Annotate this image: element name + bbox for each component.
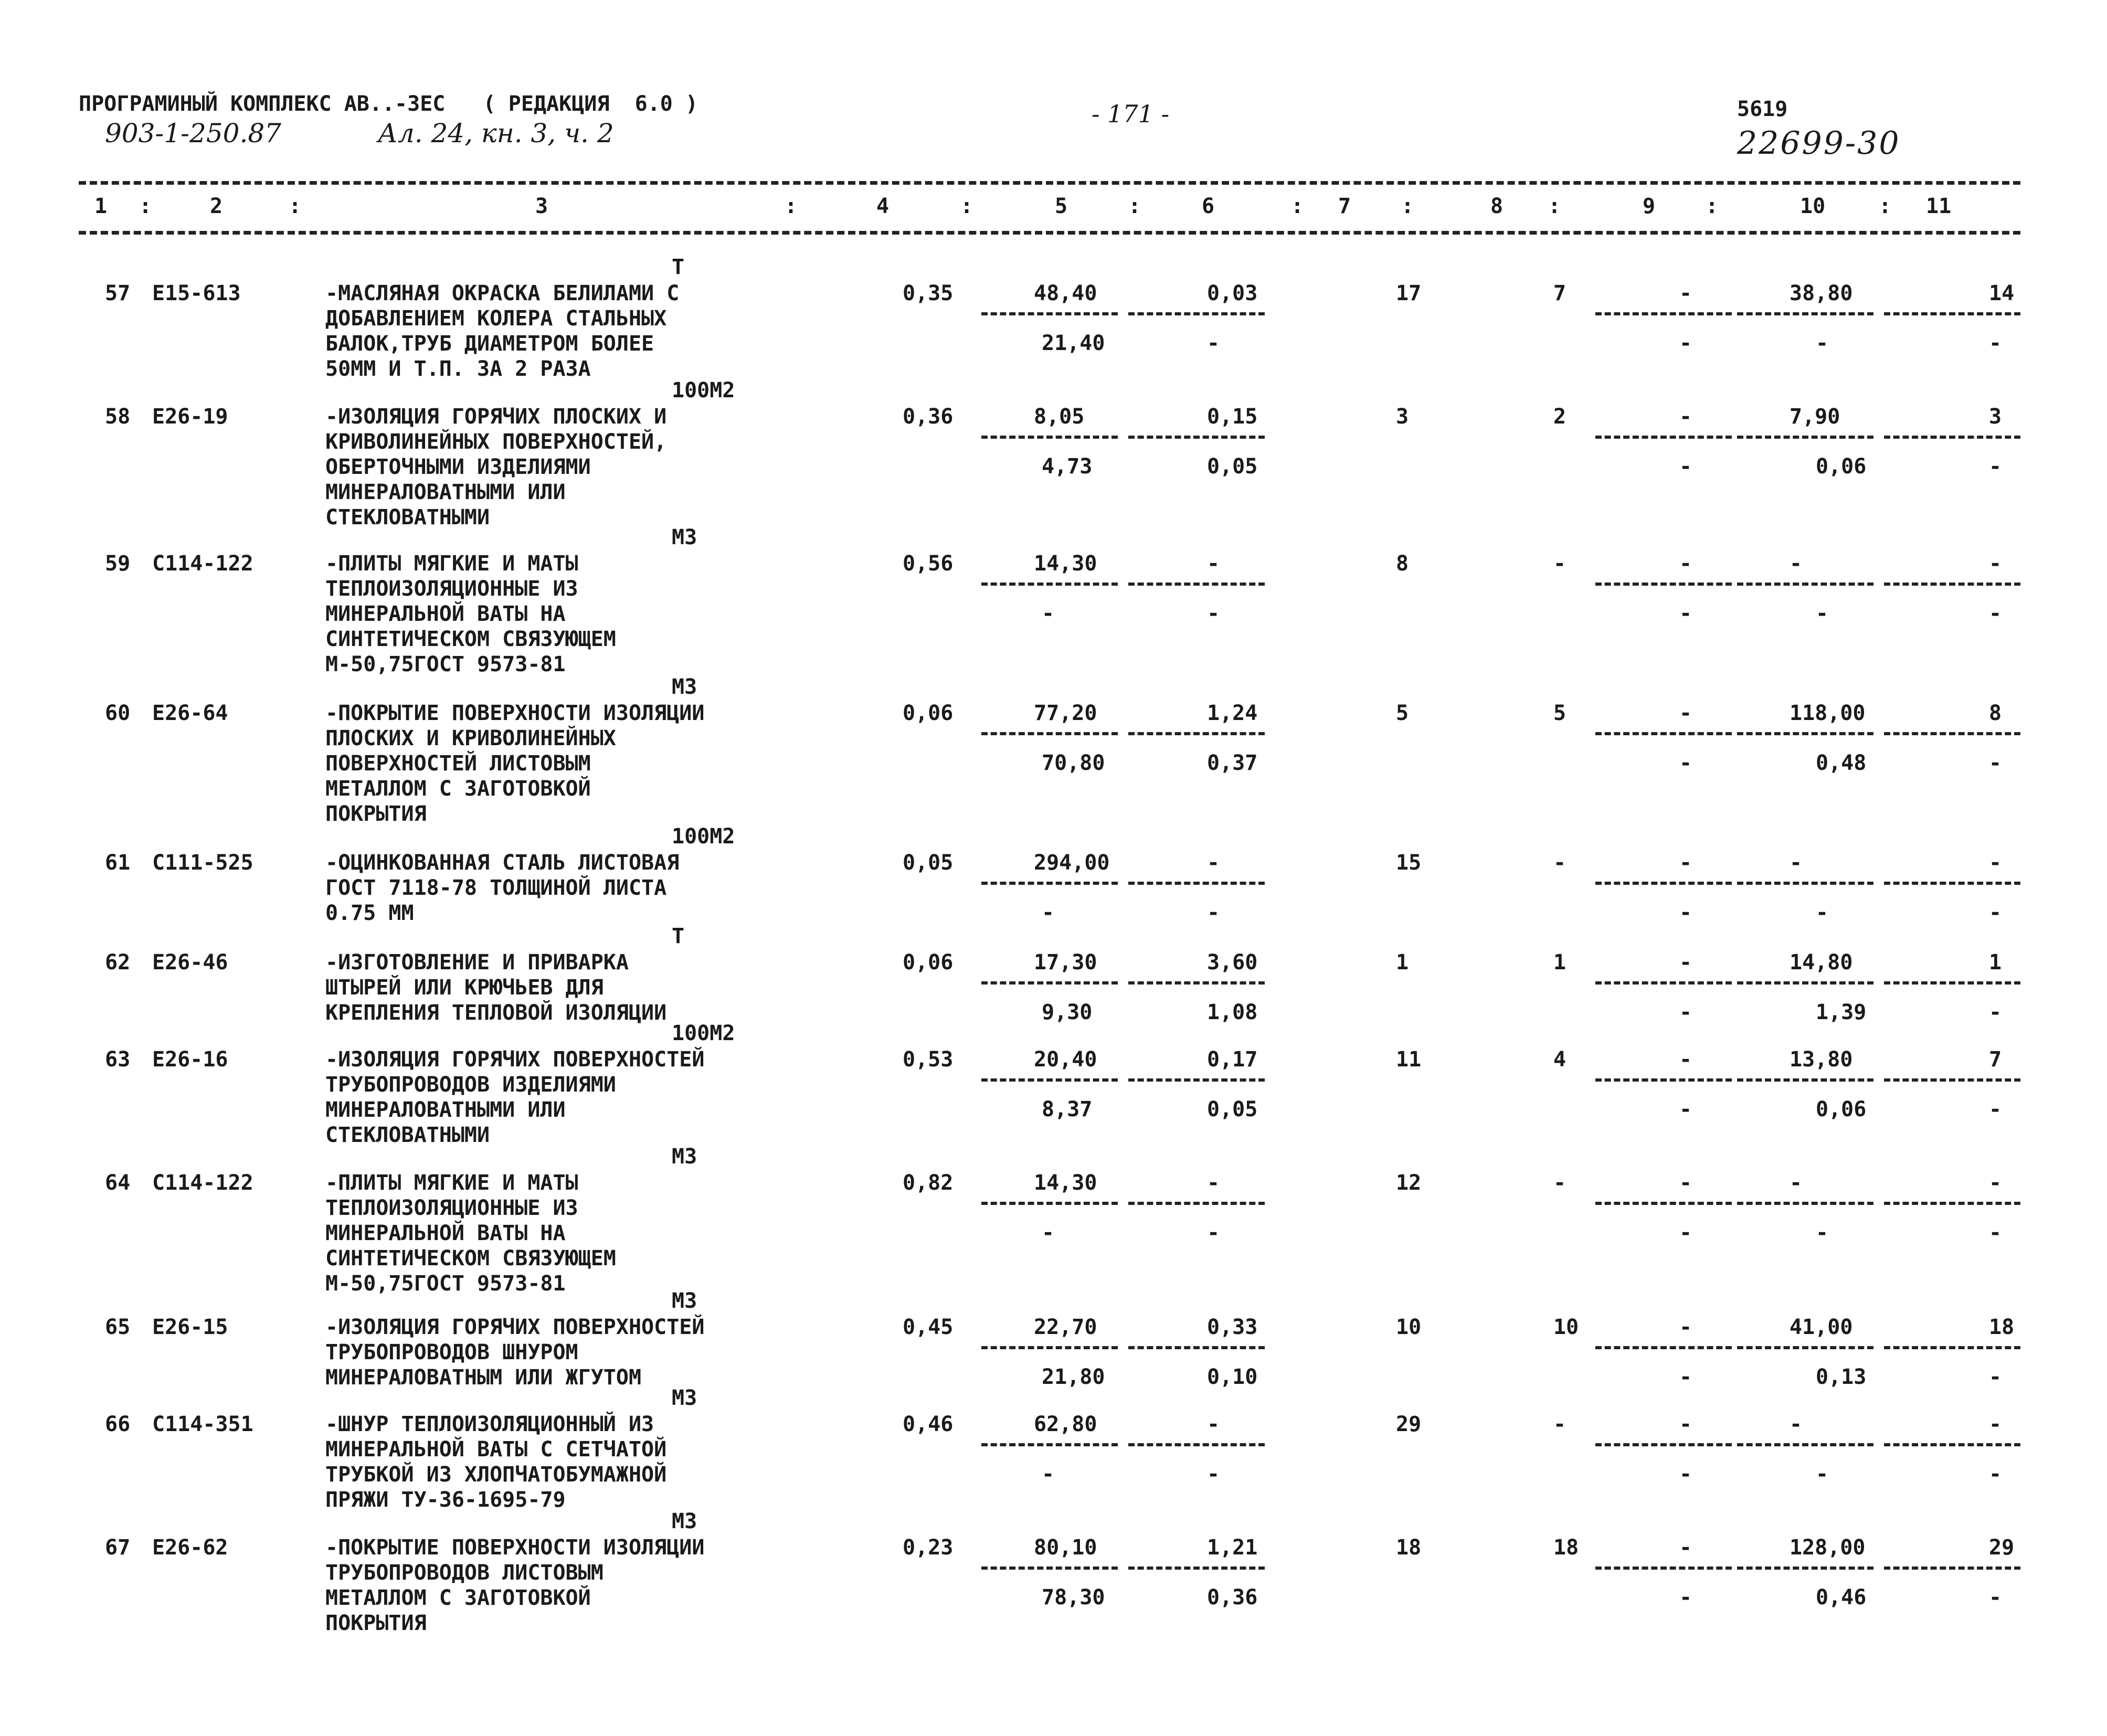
col10-lower-value: 0,06: [1816, 1097, 1867, 1121]
col6-lower-value: 0,05: [1207, 1097, 1258, 1121]
unit-of-measure: М3: [672, 1289, 697, 1313]
value-separator: [1884, 981, 2020, 985]
col5-lower-value: -: [1042, 601, 1055, 626]
value-separator: [1595, 312, 1732, 315]
col8-value: 5: [1553, 701, 1566, 725]
column-separator: :: [1128, 194, 1141, 218]
col10-lower-value: -: [1816, 1221, 1829, 1245]
col4-value: 0,82: [903, 1171, 954, 1195]
value-separator: [981, 583, 1118, 586]
col5-value: 22,70: [1034, 1315, 1097, 1339]
col11-value: -: [1989, 851, 2002, 875]
col8-value: 1: [1553, 950, 1566, 975]
col11-lower-value: -: [1989, 1365, 2002, 1389]
rate-code: С114-122: [152, 1171, 253, 1195]
row-number: 65: [105, 1315, 131, 1339]
work-description: -ПЛИТЫ МЯГКИЕ И МАТЫ ТЕПЛОИЗОЛЯЦИОННЫЕ ИЗ МИНЕРАЛЬНОЙ ВАТЫ НА СИНТЕТИЧЕСКОМ СВЯЗУЮЩЕМ М-50,75ГОСТ 9573-81: [325, 1171, 616, 1296]
value-separator: [1595, 1202, 1732, 1205]
col11-lower-value: -: [1989, 601, 2002, 626]
col6-lower-value: -: [1207, 601, 1220, 626]
col9-value: -: [1679, 552, 1692, 576]
col5-value: 48,40: [1034, 281, 1097, 305]
work-description: -МАСЛЯНАЯ ОКРАСКА БЕЛИЛАМИ С ДОБАВЛЕНИЕМ КОЛЕРА СТАЛЬНЫХ БАЛОК,ТРУБ ДИАМЕТРОМ БОЛЕЕ 50ММ И Т.П. ЗА 2 РАЗА: [325, 281, 680, 381]
rate-code: Е26-15: [152, 1315, 228, 1339]
value-separator: [1128, 583, 1265, 586]
album-reference: Ал. 24, кн. 3, ч. 2: [378, 118, 614, 149]
col7-value: 8: [1396, 552, 1409, 576]
col5-lower-value: 21,80: [1042, 1365, 1105, 1389]
col6-lower-value: 1,08: [1207, 1000, 1258, 1024]
column-number: 4: [876, 194, 890, 218]
work-description: -ИЗГОТОВЛЕНИЕ И ПРИВАРКА ШТЫРЕЙ ИЛИ КРЮЧЬЕВ ДЛЯ КРЕПЛЕНИЯ ТЕПЛОВОЙ ИЗОЛЯЦИИ: [325, 950, 667, 1025]
value-separator: [981, 882, 1118, 885]
col6-value: -: [1207, 552, 1220, 576]
unit-of-measure: Т: [672, 924, 685, 948]
unit-of-measure: М3: [672, 1145, 697, 1169]
col4-value: 0,06: [903, 950, 954, 975]
value-separator: [1595, 436, 1732, 439]
rate-code: С114-351: [152, 1412, 253, 1436]
col11-value: 14: [1989, 281, 2015, 305]
column-number: 2: [210, 194, 223, 218]
work-description: -ШНУР ТЕПЛОИЗОЛЯЦИОННЫЙ ИЗ МИНЕРАЛЬНОЙ ВАТЫ С СЕТЧАТОЙ ТРУБКОЙ ИЗ ХЛОПЧАТОБУМАЖНОЙ ПРЯЖИ ТУ-36-1695-79: [325, 1412, 667, 1512]
col11-lower-value: -: [1989, 1585, 2002, 1610]
col11-value: -: [1989, 552, 2002, 576]
col10-value: 7,90: [1790, 405, 1840, 429]
col5-lower-value: -: [1042, 1462, 1055, 1486]
col8-value: -: [1553, 851, 1566, 875]
col11-lower-value: -: [1989, 1462, 2002, 1486]
col8-value: 2: [1553, 405, 1566, 429]
row-number: 66: [105, 1412, 131, 1436]
value-separator: [1737, 583, 1873, 586]
col8-value: 18: [1553, 1536, 1579, 1560]
col10-value: -: [1790, 552, 1803, 576]
col8-value: -: [1553, 1412, 1566, 1436]
value-separator: [1128, 1566, 1265, 1570]
col10-value: 13,80: [1790, 1047, 1853, 1072]
col4-value: 0,35: [903, 281, 954, 305]
col8-value: 4: [1553, 1047, 1566, 1072]
sheet-number: 5619: [1737, 97, 1788, 121]
col10-value: 41,00: [1790, 1315, 1853, 1339]
value-separator: [1128, 312, 1265, 315]
column-separator: :: [289, 194, 302, 218]
value-separator: [1595, 1566, 1732, 1570]
program-title: ПРОГРАМИНЫЙ КОМПЛЕКС АВ..-ЗЕС ( РЕДАКЦИЯ 6.0 ): [79, 92, 698, 116]
col4-value: 0,45: [903, 1315, 954, 1339]
col7-value: 1: [1396, 950, 1409, 975]
col6-value: 0,15: [1207, 405, 1258, 429]
col9-value: -: [1679, 405, 1692, 429]
value-separator: [1595, 981, 1732, 985]
column-separator: :: [960, 194, 973, 218]
col7-value: 3: [1396, 405, 1409, 429]
value-separator: [1595, 1346, 1732, 1349]
rate-code: С114-122: [152, 552, 253, 576]
col5-value: 8,05: [1034, 405, 1085, 429]
value-separator: [1884, 1202, 2020, 1205]
unit-of-measure: Т: [672, 255, 685, 279]
col9-value: -: [1679, 851, 1692, 875]
value-separator: [1128, 436, 1265, 439]
col10-lower-value: -: [1816, 1462, 1829, 1486]
col9-value: -: [1679, 1536, 1692, 1560]
work-description: -ИЗОЛЯЦИЯ ГОРЯЧИХ ПЛОСКИХ И КРИВОЛИНЕЙНЫХ ПОВЕРХНОСТЕЙ, ОБЕРТОЧНЫМИ ИЗДЕЛИЯМИ МИНЕРАЛОВАТНЫМИ ИЛИ СТЕКЛОВАТНЫМИ: [325, 405, 667, 530]
rate-code: Е15-613: [152, 281, 241, 305]
value-separator: [981, 312, 1118, 315]
col6-value: 1,21: [1207, 1536, 1258, 1560]
value-separator: [1884, 882, 2020, 885]
col11-lower-value: -: [1989, 1221, 2002, 1245]
col4-value: 0,46: [903, 1412, 954, 1436]
col11-lower-value: -: [1989, 331, 2002, 355]
col5-lower-value: 78,30: [1042, 1585, 1105, 1610]
col10-lower-value: -: [1816, 901, 1829, 925]
column-separator: :: [785, 194, 798, 218]
value-separator: [1884, 732, 2020, 735]
column-separator: :: [1548, 194, 1561, 218]
col9-lower-value: -: [1679, 601, 1692, 626]
col5-lower-value: 8,37: [1042, 1097, 1093, 1121]
col5-value: 20,40: [1034, 1047, 1097, 1072]
col9-lower-value: -: [1679, 1365, 1692, 1389]
row-number: 58: [105, 405, 131, 429]
col7-value: 10: [1396, 1315, 1422, 1339]
value-separator: [1737, 882, 1873, 885]
value-separator: [981, 1443, 1118, 1446]
column-number: 11: [1926, 194, 1952, 218]
value-separator: [981, 1078, 1118, 1082]
work-description: -ИЗОЛЯЦИЯ ГОРЯЧИХ ПОВЕРХНОСТЕЙ ТРУБОПРОВОДОВ ШНУРОМ МИНЕРАЛОВАТНЫМ ИЛИ ЖГУТОМ: [325, 1315, 705, 1390]
col11-value: 8: [1989, 701, 2002, 725]
col9-lower-value: -: [1679, 1000, 1692, 1024]
work-description: -ПЛИТЫ МЯГКИЕ И МАТЫ ТЕПЛОИЗОЛЯЦИОННЫЕ ИЗ МИНЕРАЛЬНОЙ ВАТЫ НА СИНТЕТИЧЕСКОМ СВЯЗУЮЩЕМ М-50,75ГОСТ 9573-81: [325, 552, 616, 676]
row-number: 62: [105, 950, 131, 975]
value-separator: [1128, 1078, 1265, 1082]
unit-of-measure: М3: [672, 1386, 697, 1410]
col6-lower-value: 0,36: [1207, 1585, 1258, 1610]
rate-code: Е26-46: [152, 950, 228, 975]
col5-value: 17,30: [1034, 950, 1097, 975]
column-number: 6: [1202, 194, 1215, 218]
col5-value: 62,80: [1034, 1412, 1097, 1436]
col8-value: -: [1553, 1171, 1566, 1195]
column-number: 8: [1490, 194, 1504, 218]
col9-value: -: [1679, 1412, 1692, 1436]
column-separator: :: [1706, 194, 1719, 218]
col4-value: 0,56: [903, 552, 954, 576]
col7-value: 5: [1396, 701, 1409, 725]
column-number: 7: [1338, 194, 1351, 218]
column-separator: :: [1291, 194, 1304, 218]
col10-value: 14,80: [1790, 950, 1853, 975]
col4-value: 0,36: [903, 405, 954, 429]
value-separator: [1128, 882, 1265, 885]
col11-value: 29: [1989, 1536, 2015, 1560]
col11-value: 1: [1989, 950, 2002, 975]
rate-code: Е26-64: [152, 701, 228, 725]
col5-value: 14,30: [1034, 1171, 1097, 1195]
col9-lower-value: -: [1679, 454, 1692, 479]
col11-lower-value: -: [1989, 1097, 2002, 1121]
col11-value: 7: [1989, 1047, 2002, 1072]
col9-lower-value: -: [1679, 901, 1692, 925]
column-number: 10: [1800, 194, 1826, 218]
value-separator: [1884, 583, 2020, 586]
value-separator: [1884, 1566, 2020, 1570]
col5-value: 77,20: [1034, 701, 1097, 725]
value-separator: [1884, 1078, 2020, 1082]
col5-lower-value: 9,30: [1042, 1000, 1093, 1024]
value-separator: [1884, 1346, 2020, 1349]
col9-value: -: [1679, 1315, 1692, 1339]
work-description: -ПОКРЫТИЕ ПОВЕРХНОСТИ ИЗОЛЯЦИИ ТРУБОПРОВОДОВ ЛИСТОВЫМ МЕТАЛЛОМ С ЗАГОТОВКОЙ ПОКРЫТИЯ: [325, 1536, 705, 1635]
col9-value: -: [1679, 701, 1692, 725]
col9-value: -: [1679, 950, 1692, 975]
col10-lower-value: -: [1816, 601, 1829, 626]
col11-value: 3: [1989, 405, 2002, 429]
work-description: -ИЗОЛЯЦИЯ ГОРЯЧИХ ПОВЕРХНОСТЕЙ ТРУБОПРОВОДОВ ИЗДЕЛИЯМИ МИНЕРАЛОВАТНЫМИ ИЛИ СТЕКЛОВАТНЫМИ: [325, 1047, 705, 1147]
column-separator: :: [139, 194, 152, 218]
column-number: 5: [1055, 194, 1068, 218]
col10-value: 38,80: [1790, 281, 1853, 305]
row-number: 64: [105, 1171, 131, 1195]
col10-value: 118,00: [1790, 701, 1866, 725]
rate-code: Е26-19: [152, 405, 228, 429]
col6-value: 1,24: [1207, 701, 1258, 725]
col4-value: 0,06: [903, 701, 954, 725]
col7-value: 15: [1396, 851, 1422, 875]
unit-of-measure: М3: [672, 525, 697, 549]
col10-lower-value: 0,46: [1816, 1585, 1867, 1610]
col6-lower-value: 0,37: [1207, 751, 1258, 775]
col6-value: -: [1207, 1412, 1220, 1436]
col5-lower-value: 21,40: [1042, 331, 1105, 355]
value-separator: [1128, 1443, 1265, 1446]
row-number: 63: [105, 1047, 131, 1072]
value-separator: [981, 436, 1118, 439]
value-separator: [1595, 732, 1732, 735]
value-separator: [1737, 732, 1873, 735]
value-separator: [981, 732, 1118, 735]
col6-lower-value: -: [1207, 901, 1220, 925]
col7-value: 12: [1396, 1171, 1422, 1195]
row-number: 60: [105, 701, 131, 725]
value-separator: [1737, 312, 1873, 315]
col6-value: -: [1207, 851, 1220, 875]
col9-value: -: [1679, 281, 1692, 305]
col5-value: 14,30: [1034, 552, 1097, 576]
col9-lower-value: -: [1679, 1221, 1692, 1245]
col4-value: 0,23: [903, 1536, 954, 1560]
col6-value: -: [1207, 1171, 1220, 1195]
value-separator: [981, 981, 1118, 985]
col5-lower-value: 4,73: [1042, 454, 1093, 479]
col9-lower-value: -: [1679, 751, 1692, 775]
col6-lower-value: 0,05: [1207, 454, 1258, 479]
value-separator: [1737, 1202, 1873, 1205]
value-separator: [1737, 1566, 1873, 1570]
value-separator: [981, 1346, 1118, 1349]
value-separator: [1737, 1443, 1873, 1446]
value-separator: [1737, 1346, 1873, 1349]
col11-lower-value: -: [1989, 454, 2002, 479]
value-separator: [1884, 1443, 2020, 1446]
unit-of-measure: 100М2: [672, 824, 735, 849]
column-separator: :: [1879, 194, 1892, 218]
col10-lower-value: 0,13: [1816, 1365, 1867, 1389]
col7-value: 18: [1396, 1536, 1422, 1560]
value-separator: [1128, 981, 1265, 985]
col6-value: 0,33: [1207, 1315, 1258, 1339]
col10-value: -: [1790, 851, 1803, 875]
value-separator: [1884, 436, 2020, 439]
col6-lower-value: 0,10: [1207, 1365, 1258, 1389]
value-separator: [1128, 1202, 1265, 1205]
value-separator: [1595, 882, 1732, 885]
rate-code: С111-525: [152, 851, 253, 875]
unit-of-measure: М3: [672, 1509, 697, 1533]
col5-lower-value: -: [1042, 1221, 1055, 1245]
col9-value: -: [1679, 1047, 1692, 1072]
col6-value: 0,03: [1207, 281, 1258, 305]
value-separator: [1737, 436, 1873, 439]
col11-lower-value: -: [1989, 1000, 2002, 1024]
col6-lower-value: -: [1207, 1221, 1220, 1245]
col10-lower-value: 0,06: [1816, 454, 1867, 479]
column-number: 1: [94, 194, 108, 218]
col9-lower-value: -: [1679, 1097, 1692, 1121]
work-description: -ПОКРЫТИЕ ПОВЕРХНОСТИ ИЗОЛЯЦИИ ПЛОСКИХ И КРИВОЛИНЕЙНЫХ ПОВЕРХНОСТЕЙ ЛИСТОВЫМ МЕТАЛЛОМ С ЗАГОТОВКОЙ ПОКРЫТИЯ: [325, 701, 705, 826]
unit-of-measure: 100М2: [672, 378, 735, 403]
col10-value: -: [1790, 1171, 1803, 1195]
rate-code: Е26-16: [152, 1047, 228, 1072]
rate-code: Е26-62: [152, 1536, 228, 1560]
col6-value: 0,17: [1207, 1047, 1258, 1072]
unit-of-measure: 100М2: [672, 1021, 735, 1045]
project-code: 903-1-250.87: [105, 118, 281, 149]
value-separator: [1884, 312, 2020, 315]
value-separator: [1128, 732, 1265, 735]
col4-value: 0,53: [903, 1047, 954, 1072]
value-separator: [1595, 1078, 1732, 1082]
col11-value: 18: [1989, 1315, 2015, 1339]
col11-value: -: [1989, 1171, 2002, 1195]
col9-lower-value: -: [1679, 331, 1692, 355]
col10-value: -: [1790, 1412, 1803, 1436]
column-separator: :: [1401, 194, 1414, 218]
col7-value: 17: [1396, 281, 1422, 305]
col10-lower-value: -: [1816, 331, 1829, 355]
col11-value: -: [1989, 1412, 2002, 1436]
col5-lower-value: -: [1042, 901, 1055, 925]
col9-value: -: [1679, 1171, 1692, 1195]
col4-value: 0,05: [903, 851, 954, 875]
col7-value: 29: [1396, 1412, 1422, 1436]
column-number: 9: [1643, 194, 1656, 218]
col11-lower-value: -: [1989, 751, 2002, 775]
col5-value: 80,10: [1034, 1536, 1097, 1560]
col6-lower-value: -: [1207, 1462, 1220, 1486]
value-separator: [1595, 1443, 1732, 1446]
document-number: 22699-30: [1737, 125, 1901, 162]
col7-value: 11: [1396, 1047, 1422, 1072]
col6-value: 3,60: [1207, 950, 1258, 975]
col9-lower-value: -: [1679, 1462, 1692, 1486]
col5-value: 294,00: [1034, 851, 1110, 875]
value-separator: [1595, 583, 1732, 586]
col10-lower-value: 1,39: [1816, 1000, 1867, 1024]
value-separator: [1737, 981, 1873, 985]
column-number: 3: [535, 194, 548, 218]
row-number: 57: [105, 281, 131, 305]
value-separator: [1128, 1346, 1265, 1349]
work-description: -ОЦИНКОВАННАЯ СТАЛЬ ЛИСТОВАЯ ГОСТ 7118-78 ТОЛЩИНОЙ ЛИСТА 0.75 ММ: [325, 851, 680, 925]
value-separator: [1737, 1078, 1873, 1082]
col8-value: 10: [1553, 1315, 1579, 1339]
col8-value: -: [1553, 552, 1566, 576]
page-number: - 171 -: [1092, 100, 1170, 128]
col6-lower-value: -: [1207, 331, 1220, 355]
row-number: 61: [105, 851, 131, 875]
value-separator: [981, 1566, 1118, 1570]
unit-of-measure: М3: [672, 675, 697, 699]
col10-value: 128,00: [1790, 1536, 1866, 1560]
col5-lower-value: 70,80: [1042, 751, 1105, 775]
col10-lower-value: 0,48: [1816, 751, 1867, 775]
row-number: 67: [105, 1536, 131, 1560]
col11-lower-value: -: [1989, 901, 2002, 925]
col8-value: 7: [1553, 281, 1566, 305]
value-separator: [981, 1202, 1118, 1205]
col9-lower-value: -: [1679, 1585, 1692, 1610]
row-number: 59: [105, 552, 131, 576]
